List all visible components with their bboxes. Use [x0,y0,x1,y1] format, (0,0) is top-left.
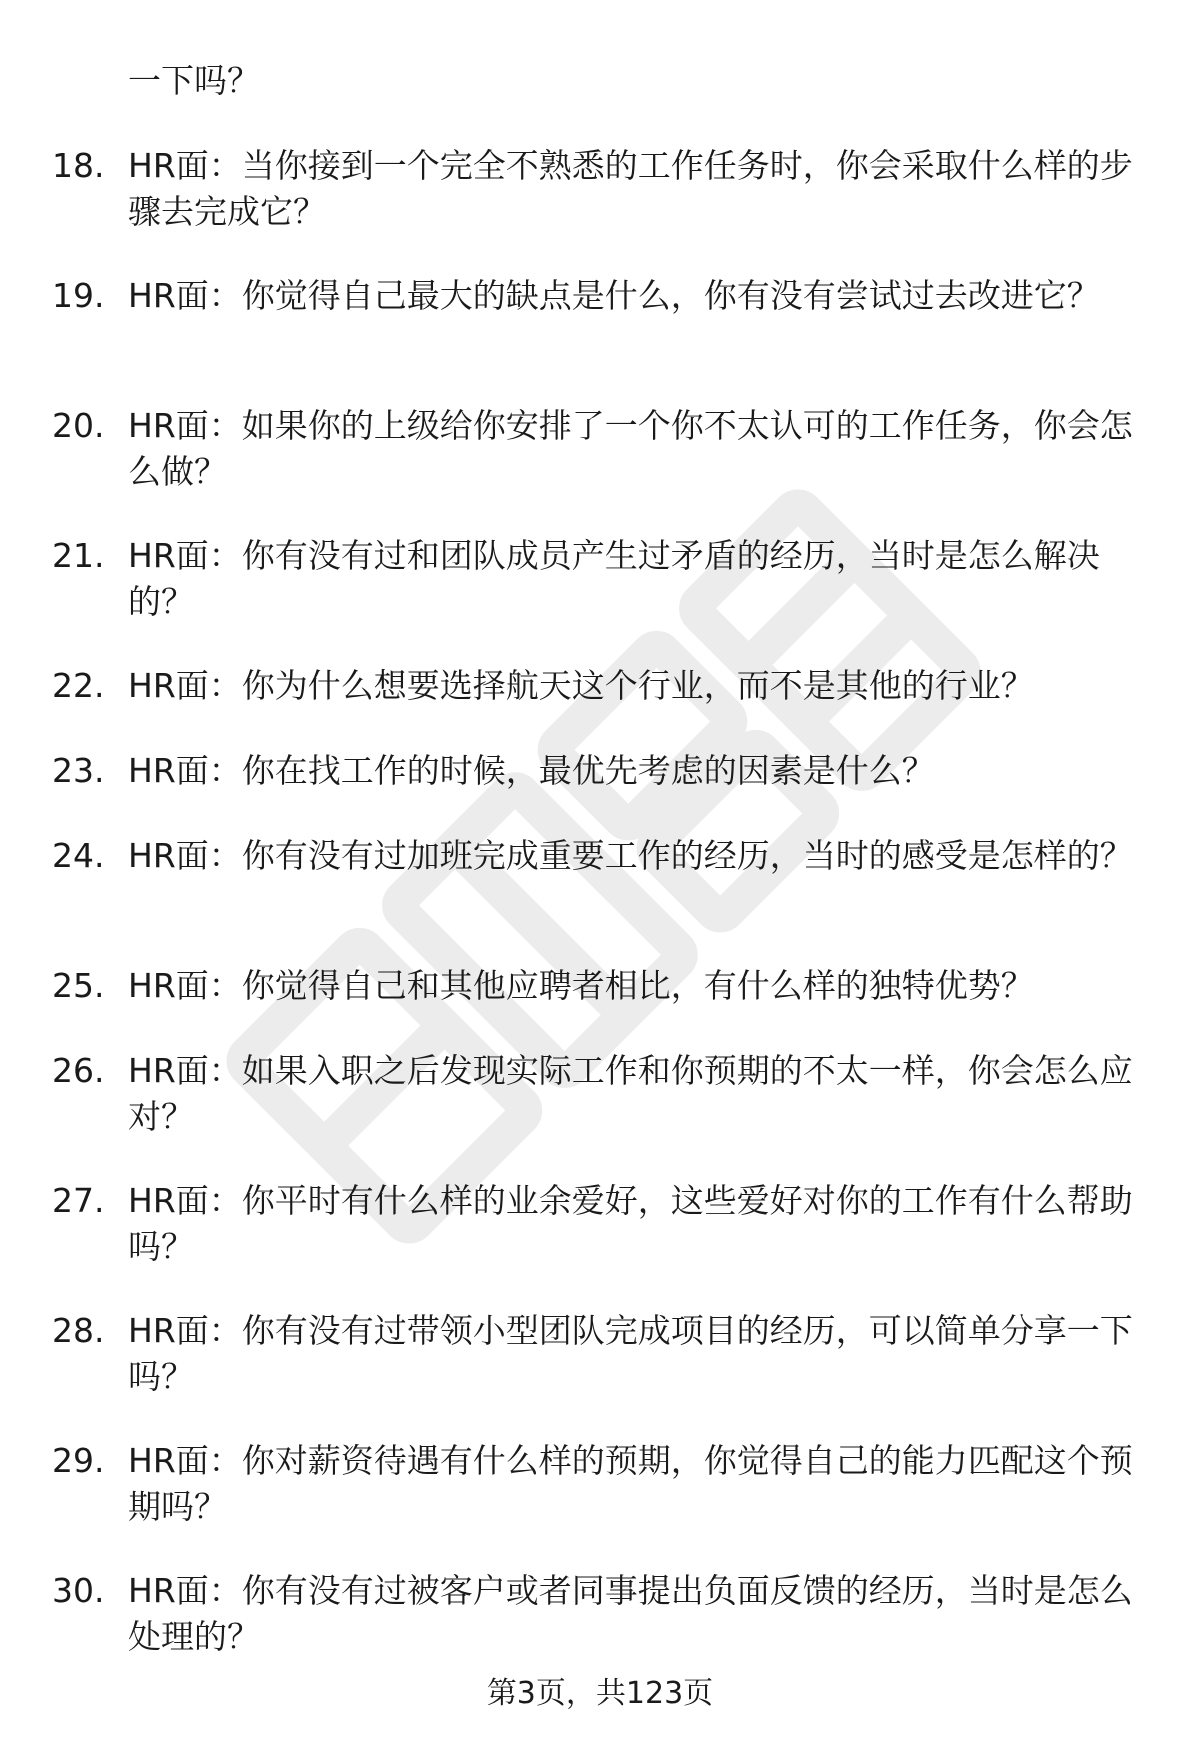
question-text: HR面：你有没有过带领小型团队完成项目的经历，可以简单分享一下吗？ [128,1311,1133,1396]
question-number: 23. [52,751,105,790]
list-item [0,273,1200,403]
question-text: HR面：你对薪资待遇有什么样的预期，你觉得自己的能力匹配这个预期吗？ [128,1441,1133,1526]
question-text: HR面：你在找工作的时候，最优先考虑的因素是什么？ [128,751,935,790]
question-text: HR面：当你接到一个完全不熟悉的工作任务时，你会采取什么样的步骤去完成它？ [128,146,1133,231]
question-text: HR面：你平时有什么样的业余爱好，这些爱好对你的工作有什么帮助吗？ [128,1181,1133,1266]
question-number: 28. [52,1311,105,1350]
list-item [0,1178,1200,1308]
page-number-footer: 第3页，共123页 [486,1676,714,1711]
question-number: 25. [52,966,105,1005]
question-number: 20. [52,406,105,445]
question-number: 21. [52,536,105,575]
list-item [0,143,1200,273]
question-number: 30. [52,1571,105,1610]
list-item [0,963,1200,1048]
question-text: HR面：你有没有过加班完成重要工作的经历，当时的感受是怎样的？ [128,836,1133,875]
list-item [0,533,1200,663]
question-number: 29. [52,1441,105,1480]
question-text: HR面：你有没有过和团队成员产生过矛盾的经历，当时是怎么解决的？ [128,536,1100,621]
question-number: 22. [52,666,105,705]
list-item [0,748,1200,833]
question-text: HR面：你为什么想要选择航天这个行业，而不是其他的行业？ [128,666,1034,705]
list-item [0,1048,1200,1178]
list-item [0,403,1200,533]
question-number: 26. [52,1051,105,1090]
list-item [0,833,1200,963]
question-text: HR面：你觉得自己和其他应聘者相比，有什么样的独特优势？ [128,966,1034,1005]
list-item [0,1308,1200,1438]
list-item [0,663,1200,748]
list-item [0,1438,1200,1568]
question-text: HR面：你觉得自己最大的缺点是什么，你有没有尝试过去改进它？ [128,276,1100,315]
question-text: HR面：如果你的上级给你安排了一个你不太认可的工作任务，你会怎么做？ [128,406,1133,491]
question-number: 19. [52,276,105,315]
question-number: 24. [52,836,105,875]
question-text: HR面：如果入职之后发现实际工作和你预期的不太一样，你会怎么应对？ [128,1051,1133,1136]
question-text: HR面：你有没有过被客户或者同事提出负面反馈的经历，当时是怎么处理的？ [128,1571,1133,1656]
question-number: 18. [52,146,105,185]
question-number: 27. [52,1181,105,1220]
question-list [0,143,1200,1698]
continued-question-text: 一下吗？ [128,61,260,100]
